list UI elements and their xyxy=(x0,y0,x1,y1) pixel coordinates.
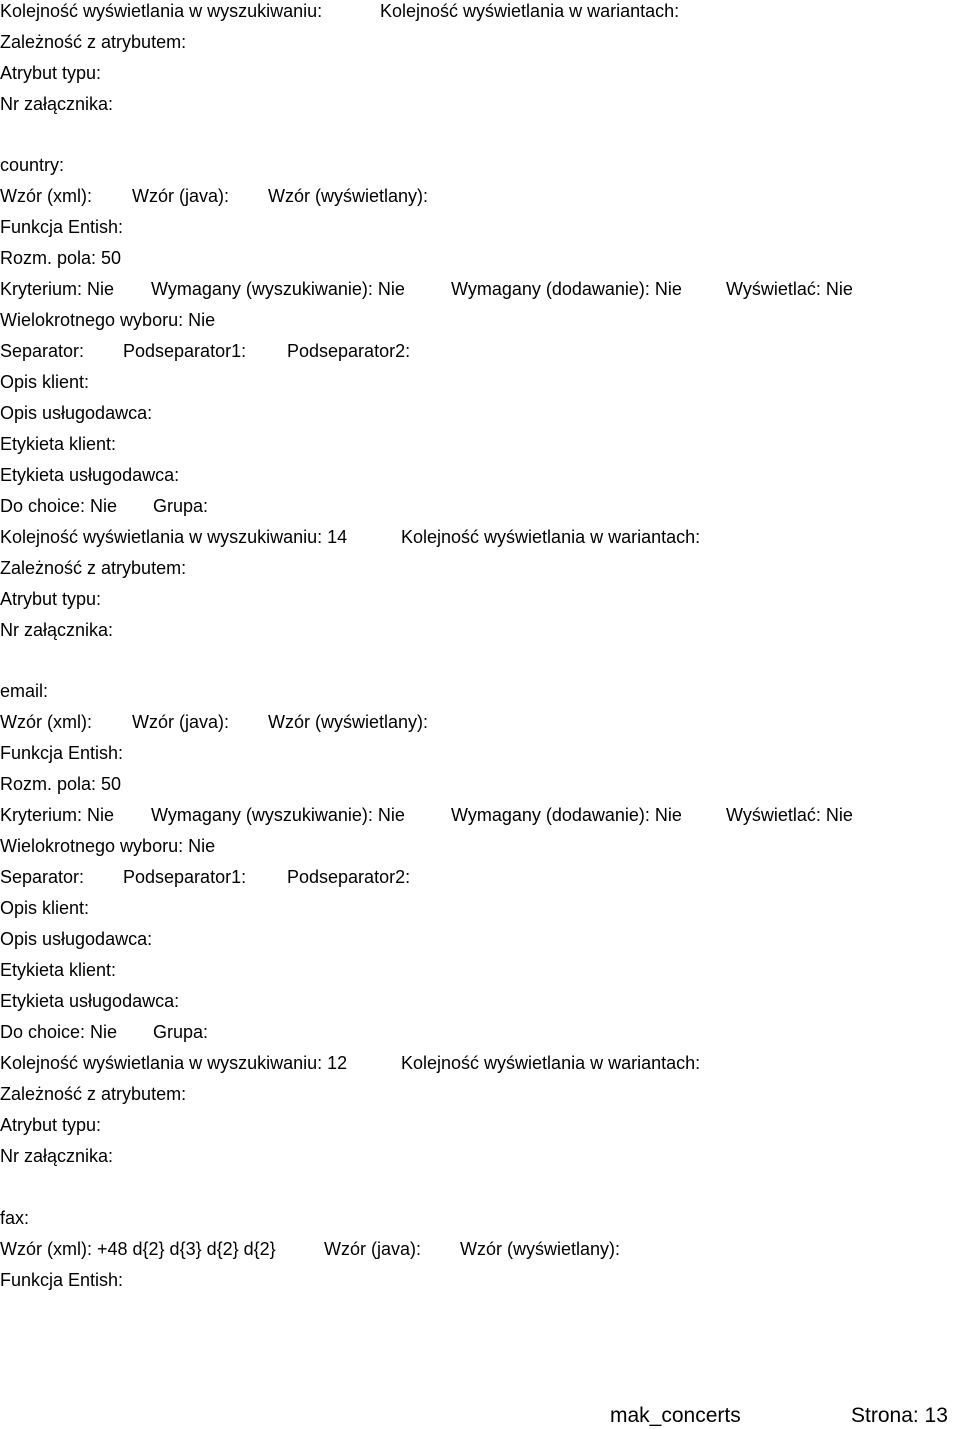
dependency-label: Zależność z atrybutem: xyxy=(0,32,187,52)
desc-client-label: Opis klient: xyxy=(0,372,90,392)
display-label: Wyświetlać: Nie xyxy=(726,805,853,825)
separator-label: Separator: xyxy=(0,867,85,887)
display-label: Wyświetlać: Nie xyxy=(726,279,853,299)
attachment-no-label: Nr załącznika: xyxy=(0,620,114,640)
subseparator2-label: Podseparator2: xyxy=(287,867,411,887)
pattern-xml-label: Wzór (xml): xyxy=(0,712,92,732)
dependency-label: Zależność z atrybutem: xyxy=(0,558,187,578)
group-label: Grupa: xyxy=(153,1022,209,1042)
pattern-display-label: Wzór (wyświetlany): xyxy=(268,712,429,732)
separator-label: Separator: xyxy=(0,341,85,361)
entish-label: Funkcja Entish: xyxy=(0,743,124,763)
attachment-no-label: Nr załącznika: xyxy=(0,1146,114,1166)
group-label: Grupa: xyxy=(153,496,209,516)
attribute-name: country: xyxy=(0,155,65,175)
label-client-label: Etykieta klient: xyxy=(0,960,117,980)
order-search-label: Kolejność wyświetlania w wyszukiwaniu: 14 xyxy=(0,527,348,547)
order-search-label: Kolejność wyświetlania w wyszukiwaniu: xyxy=(0,1,323,21)
entish-label: Funkcja Entish: xyxy=(0,1270,124,1290)
label-provider-label: Etykieta usługodawca: xyxy=(0,465,180,485)
type-attr-label: Atrybut typu: xyxy=(0,63,102,83)
desc-client-label: Opis klient: xyxy=(0,898,90,918)
subseparator2-label: Podseparator2: xyxy=(287,341,411,361)
multiselect-label: Wielokrotnego wyboru: Nie xyxy=(0,836,216,856)
pattern-xml-label: Wzór (xml): xyxy=(0,186,92,206)
desc-provider-label: Opis usługodawca: xyxy=(0,403,153,423)
to-choice-label: Do choice: Nie xyxy=(0,1022,118,1042)
pattern-display-label: Wzór (wyświetlany): xyxy=(268,186,429,206)
type-attr-label: Atrybut typu: xyxy=(0,1115,102,1135)
label-provider-label: Etykieta usługodawca: xyxy=(0,991,180,1011)
field-size-label: Rozm. pola: 50 xyxy=(0,248,122,268)
footer-project: mak_concerts xyxy=(610,1404,741,1427)
multiselect-label: Wielokrotnego wyboru: Nie xyxy=(0,310,216,330)
order-variants-label: Kolejność wyświetlania w wariantach: xyxy=(401,527,701,547)
order-variants-label: Kolejność wyświetlania w wariantach: xyxy=(401,1053,701,1073)
subseparator1-label: Podseparator1: xyxy=(123,867,247,887)
attribute-name: email: xyxy=(0,681,49,701)
pattern-display-label: Wzór (wyświetlany): xyxy=(460,1239,621,1259)
label-client-label: Etykieta klient: xyxy=(0,434,117,454)
to-choice-label: Do choice: Nie xyxy=(0,496,118,516)
pattern-java-label: Wzór (java): xyxy=(324,1239,422,1259)
order-variants-label: Kolejność wyświetlania w wariantach: xyxy=(380,1,680,21)
criterion-label: Kryterium: Nie xyxy=(0,279,115,299)
footer-page-number: Strona: 13 xyxy=(851,1404,948,1427)
attachment-no-label: Nr załącznika: xyxy=(0,94,114,114)
type-attr-label: Atrybut typu: xyxy=(0,589,102,609)
required-add-label: Wymagany (dodawanie): Nie xyxy=(451,805,682,825)
entish-label: Funkcja Entish: xyxy=(0,217,124,237)
required-add-label: Wymagany (dodawanie): Nie xyxy=(451,279,682,299)
subseparator1-label: Podseparator1: xyxy=(123,341,247,361)
pattern-java-label: Wzór (java): xyxy=(132,712,230,732)
pattern-java-label: Wzór (java): xyxy=(132,186,230,206)
required-search-label: Wymagany (wyszukiwanie): Nie xyxy=(151,805,405,825)
order-search-label: Kolejność wyświetlania w wyszukiwaniu: 12 xyxy=(0,1053,348,1073)
criterion-label: Kryterium: Nie xyxy=(0,805,115,825)
dependency-label: Zależność z atrybutem: xyxy=(0,1084,187,1104)
field-size-label: Rozm. pola: 50 xyxy=(0,774,122,794)
attribute-name: fax: xyxy=(0,1208,30,1228)
desc-provider-label: Opis usługodawca: xyxy=(0,929,153,949)
required-search-label: Wymagany (wyszukiwanie): Nie xyxy=(151,279,405,299)
pattern-xml-label: Wzór (xml): +48 d{2} d{3} d{2} d{2} xyxy=(0,1239,276,1259)
